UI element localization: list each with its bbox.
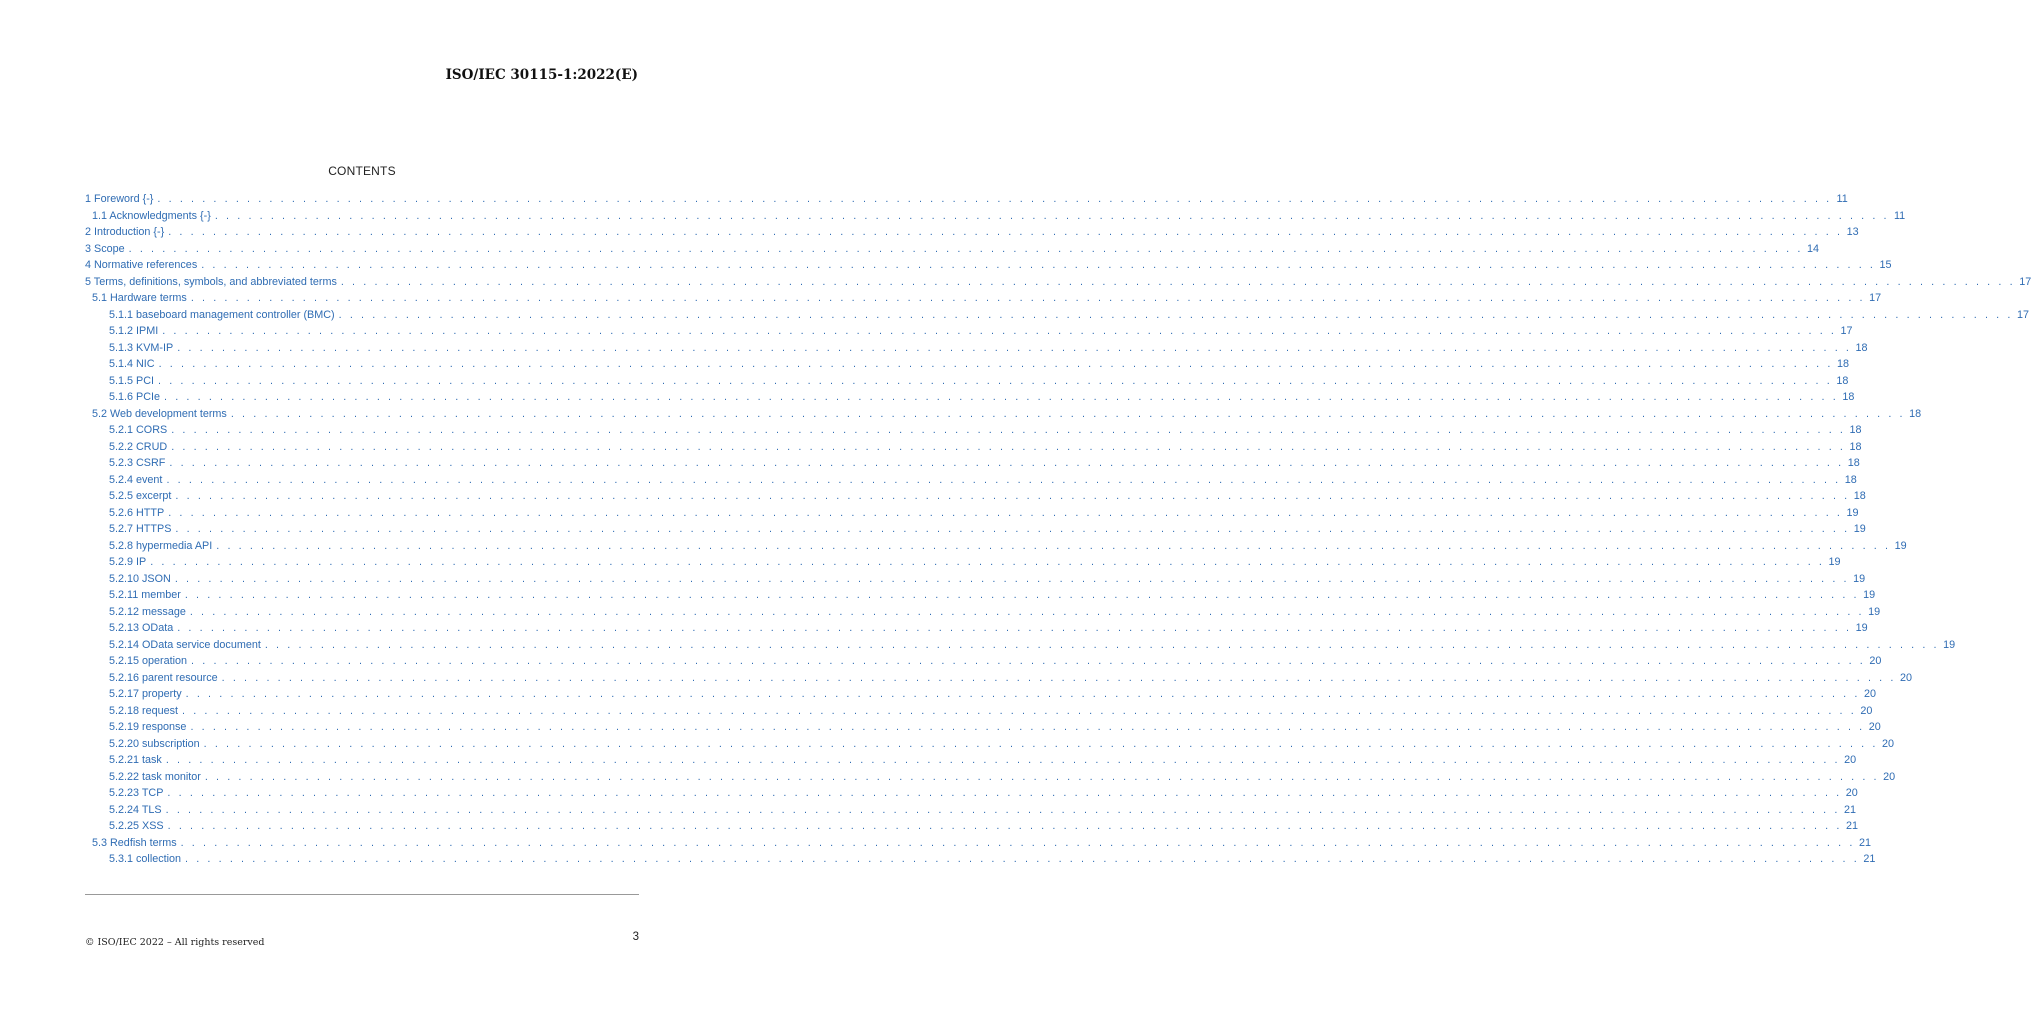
toc-entry-title: 5.2.6 HTTP bbox=[109, 506, 165, 519]
toc-entry-title: 5.2.12 message bbox=[109, 605, 186, 618]
toc-entry-title: 5.2.2 CRUD bbox=[109, 440, 168, 453]
toc-entry-page: 17 bbox=[2019, 275, 2031, 288]
toc-entry[interactable] bbox=[85, 374, 1849, 392]
toc-dot-leader: . . . . . . . . . . . . . . . . . . . . . . . . . . . . . . . . . . . . . . . . . . . . . . . . . . . . . . . . . . . . . . . . . . . . . . . . . . . . . . . . . . . . . . . . . . . . . . . . . . . . . . . . . . . . . . . . . . . . . . . . . . . . . . . . . . . . . . . . . . . . . . . . . . . . . . bbox=[174, 572, 1850, 585]
table-of-contents bbox=[85, 193, 2031, 870]
toc-entry[interactable] bbox=[85, 820, 1858, 837]
toc-entry-title: 5.2.11 member bbox=[109, 589, 181, 601]
toc-entry[interactable] bbox=[85, 803, 1856, 821]
toc-entry[interactable] bbox=[85, 440, 1862, 458]
toc-dot-leader: . . . . . . . . . . . . . . . . . . . . . . . . . . . . . . . . . . . . . . . . . . . . . . . . . . . . . . . . . . . . . . . . . . . . . . . . . . . . . . . . . . . . . . . . . . . . . . . . . . . . . . . . . . . . . . . . . . . . . . . . . . . . . . . . . . . . . . . . . . . . . . . . . . . . . . bbox=[167, 787, 1842, 799]
toc-dot-leader: . . . . . . . . . . . . . . . . . . . . . . . . . . . . . . . . . . . . . . . . . . . . . . . . . . . . . . . . . . . . . . . . . . . . . . . . . . . . . . . . . . . . . . . . . . . . . . . . . . . . . . . . . . . . . . . . . . . . . . . . . . . . . . . . . . . . . . . . . . . . . . . . . . . . . . bbox=[203, 737, 1878, 750]
toc-entry-page: 18 bbox=[1855, 341, 1868, 354]
toc-dot-leader: . . . . . . . . . . . . . . . . . . . . . . . . . . . . . . . . . . . . . . . . . . . . . . . . . . . . . . . . . . . . . . . . . . . . . . . . . . . . . . . . . . . . . . . . . . . . . . . . . . . . . . . . . . . . . . . . . . . . . . . . . . . . . . . . . . . . . . . . . . . . . . . . . . . . . . bbox=[221, 671, 1896, 684]
toc-dot-leader: . . . . . . . . . . . . . . . . . . . . . . . . . . . . . . . . . . . . . . . . . . . . . . . . . . . . . . . . . . . . . . . . . . . . . . . . . . . . . . . . . . . . . . . . . . . . . . . . . . . . . . . . . . . . . . . . . . . . . . . . . . . . . . . . . . . . . . . . . . . . . . . . . . . . . . bbox=[182, 704, 1857, 717]
toc-entry[interactable] bbox=[85, 457, 1860, 474]
toc-entry[interactable] bbox=[85, 193, 1848, 210]
toc-dot-leader: . . . . . . . . . . . . . . . . . . . . . . . . . . . . . . . . . . . . . . . . . . . . . . . . . . . . . . . . . . . . . . . . . . . . . . . . . . . . . . . . . . . . . . . . . . . . . . . . . . . . . . . . . . . . . . . . . . . . . . . . . . . . . . . . . . . . . . . . . . . . . . . . . . . . . . bbox=[185, 853, 1860, 865]
toc-dot-leader: . . . . . . . . . . . . . . . . . . . . . . . . . . . . . . . . . . . . . . . . . . . . . . . . . . . . . . . . . . . . . . . . . . . . . . . . . . . . . . . . . . . . . . . . . . . . . . . . . . . . . . . . . . . . . . . . . . . . . . . . . . . . . . . . . . . . . . . . . . . . . . . . . . . . . . bbox=[190, 292, 1866, 304]
toc-entry-title: 5.1.2 IPMI bbox=[109, 325, 159, 337]
toc-dot-leader: . . . . . . . . . . . . . . . . . . . . . . . . . . . . . . . . . . . . . . . . . . . . . . . . . . . . . . . . . . . . . . . . . . . . . . . . . . . . . . . . . . . . . . . . . . . . . . . . . . . . . . . . . . . . . . . . . . . . . . . . . . . . . . . . . . . . . . . . . . . . . . . . . . . . . . bbox=[338, 308, 2013, 321]
toc-entry-title: 5.2.9 IP bbox=[109, 556, 147, 568]
toc-dot-leader: . . . . . . . . . . . . . . . . . . . . . . . . . . . . . . . . . . . . . . . . . . . . . . . . . . . . . . . . . . . . . . . . . . . . . . . . . . . . . . . . . . . . . . . . . . . . . . . . . . . . . . . . . . . . . . . . . . . . . . . . . . . . . . . . . . . . . . . . . . . . . . . . . . . . . . bbox=[171, 424, 1846, 436]
toc-entry-page: 20 bbox=[1883, 770, 1896, 783]
copyright-notice: © ISO/IEC 2022 – All rights reserved bbox=[85, 937, 265, 948]
toc-entry[interactable] bbox=[85, 391, 1855, 408]
toc-entry-title: 5.1.4 NIC bbox=[109, 358, 155, 370]
toc-dot-leader: . . . . . . . . . . . . . . . . . . . . . . . . . . . . . . . . . . . . . . . . . . . . . . . . . . . . . . . . . . . . . . . . . . . . . . . . . . . . . . . . . . . . . . . . . . . . . . . . . . . . . . . . . . . . . . . . . . . . . . . . . . . . . . . . . . . . . . . . . . . . . . . . . . . . . . bbox=[190, 721, 1865, 733]
toc-entry-title: 5.2.13 OData bbox=[109, 622, 174, 634]
toc-entry[interactable] bbox=[85, 308, 2029, 326]
toc-entry-title: 3 Scope bbox=[85, 242, 125, 255]
toc-entry[interactable] bbox=[85, 358, 1849, 375]
toc-dot-leader: . . . . . . . . . . . . . . . . . . . . . . . . . . . . . . . . . . . . . . . . . . . . . . . . . . . . . . . . . . . . . . . . . . . . . . . . . . . . . . . . . . . . . . . . . . . . . . . . . . . . . . . . . . . . . . . . . . . . . . . . . . . . . . . . . . . . . . . . . . . . . . . . . . . . . . bbox=[216, 539, 1891, 552]
toc-dot-leader: . . . . . . . . . . . . . . . . . . . . . . . . . . . . . . . . . . . . . . . . . . . . . . . . . . . . . . . . . . . . . . . . . . . . . . . . . . . . . . . . . . . . . . . . . . . . . . . . . . . . . . . . . . . . . . . . . . . . . . . . . . . . . . . . . . . . . . . . . . . . . . . . . . . . . . bbox=[164, 391, 1839, 403]
toc-dot-leader: . . . . . . . . . . . . . . . . . . . . . . . . . . . . . . . . . . . . . . . . . . . . . . . . . . . . . . . . . . . . . . . . . . . . . . . . . . . . . . . . . . . . . . . . . . . . . . . . . . . . . . . . . . . . . . . . . . . . . . . . . . . . . . . . . . . . . . . . . . . . . . . . . . . . . . bbox=[158, 374, 1833, 387]
toc-dot-leader: . . . . . . . . . . . . . . . . . . . . . . . . . . . . . . . . . . . . . . . . . . . . . . . . . . . . . . . . . . . . . . . . . . . . . . . . . . . . . . . . . . . . . . . . . . . . . . . . . . . . . . . . . . . . . . . . . . . . . . . . . . . . . . . . . . . . . . . . . . . . . . . . . . . . . . bbox=[185, 688, 1860, 700]
toc-entry-title: 5.2.5 excerpt bbox=[109, 490, 172, 502]
toc-entry-title: 5.3.1 collection bbox=[109, 853, 182, 865]
toc-entry[interactable] bbox=[85, 605, 1881, 623]
toc-entry[interactable] bbox=[85, 325, 1853, 342]
toc-entry[interactable] bbox=[85, 424, 1862, 441]
toc-entry-title: 5.2 Web development terms bbox=[92, 407, 227, 420]
toc-entry[interactable] bbox=[85, 226, 1859, 243]
toc-entry-page: 18 bbox=[1836, 374, 1849, 387]
toc-entry-title: 5.2.7 HTTPS bbox=[109, 523, 172, 535]
toc-entry[interactable] bbox=[85, 704, 1873, 722]
toc-entry[interactable] bbox=[85, 754, 1857, 771]
toc-entry-page: 18 bbox=[1836, 358, 1849, 370]
toc-entry-page: 20 bbox=[1881, 737, 1894, 750]
toc-entry-title: 5.2.17 property bbox=[109, 688, 182, 700]
toc-entry-page: 18 bbox=[1844, 473, 1857, 486]
toc-entry[interactable] bbox=[85, 407, 1922, 425]
toc-entry-title: 5.2.19 response bbox=[109, 721, 187, 733]
toc-entry-page: 20 bbox=[1899, 671, 1912, 684]
toc-entry[interactable] bbox=[85, 572, 1866, 590]
toc-entry-title: 5.2.3 CSRF bbox=[109, 457, 166, 469]
toc-entry[interactable] bbox=[85, 341, 1868, 359]
toc-entry-title: 5.1.1 baseboard management controller (BMC) bbox=[109, 308, 335, 321]
toc-entry-title: 2 Introduction {-} bbox=[85, 226, 165, 238]
toc-entry-title: 5.2.1 CORS bbox=[109, 424, 168, 436]
toc-entry-page: 21 bbox=[1858, 836, 1871, 849]
toc-entry[interactable] bbox=[85, 622, 1868, 639]
toc-entry-page: 13 bbox=[1846, 226, 1859, 238]
toc-entry-title: 5.2.16 parent resource bbox=[109, 671, 218, 684]
toc-dot-leader: . . . . . . . . . . . . . . . . . . . . . . . . . . . . . . . . . . . . . . . . . . . . . . . . . . . . . . . . . . . . . . . . . . . . . . . . . . . . . . . . . . . . . . . . . . . . . . . . . . . . . . . . . . . . . . . . . . . . . . . . . . . . . . . . . . . . . . . . . . . . . . . . . . . . . . bbox=[191, 655, 1866, 667]
toc-dot-leader: . . . . . . . . . . . . . . . . . . . . . . . . . . . . . . . . . . . . . . . . . . . . . . . . . . . . . . . . . . . . . . . . . . . . . . . . . . . . . . . . . . . . . . . . . . . . . . . . . . . . . . . . . . . . . . . . . . . . . . . . . . . . . . . . . . . . . . . . . . . . . . . . . . . . . . bbox=[175, 523, 1850, 535]
toc-entry-page: 17 bbox=[1840, 325, 1853, 337]
toc-dot-leader: . . . . . . . . . . . . . . . . . . . . . . . . . . . . . . . . . . . . . . . . . . . . . . . . . . . . . . . . . . . . . . . . . . . . . . . . . . . . . . . . . . . . . . . . . . . . . . . . . . . . . . . . . . . . . . . . . . . . . . . . . . . . . . . . . . . . . . . . . . . . . . . . . . . . . . bbox=[165, 803, 1840, 816]
toc-entry-page: 19 bbox=[1894, 539, 1907, 552]
toc-entry-page: 14 bbox=[1806, 242, 1819, 255]
toc-entry-page: 18 bbox=[1909, 407, 1922, 420]
toc-entry-page: 18 bbox=[1847, 457, 1860, 469]
toc-entry-page: 19 bbox=[1828, 556, 1841, 568]
toc-dot-leader: . . . . . . . . . . . . . . . . . . . . . . . . . . . . . . . . . . . . . . . . . . . . . . . . . . . . . . . . . . . . . . . . . . . . . . . . . . . . . . . . . . . . . . . . . . . . . . . . . . . . . . . . . . . . . . . . . . . . . . . . . . . . . . . . . . . . . . . . . . . . . . . . . . . . . . bbox=[184, 589, 1860, 601]
toc-entry-page: 17 bbox=[2016, 308, 2029, 321]
toc-entry-title: 5.1.6 PCIe bbox=[109, 391, 161, 403]
toc-entry-title: 1 Foreword {-} bbox=[85, 193, 154, 205]
toc-entry[interactable] bbox=[85, 259, 1892, 276]
toc-dot-leader: . . . . . . . . . . . . . . . . . . . . . . . . . . . . . . . . . . . . . . . . . . . . . . . . . . . . . . . . . . . . . . . . . . . . . . . . . . . . . . . . . . . . . . . . . . . . . . . . . . . . . . . . . . . . . . . . . . . . . . . . . . . . . . . . . . . . . . . . . . . . . . . . . . . . . . bbox=[150, 556, 1825, 568]
toc-entry-title: 5 Terms, definitions, symbols, and abbreviated terms bbox=[85, 275, 337, 288]
toc-entry-page: 20 bbox=[1868, 721, 1881, 733]
toc-entry-page: 21 bbox=[1845, 820, 1858, 832]
toc-entry-title: 5.1.3 KVM-IP bbox=[109, 341, 174, 354]
toc-entry[interactable] bbox=[85, 275, 2031, 293]
toc-entry[interactable] bbox=[85, 292, 1882, 309]
toc-dot-leader: . . . . . . . . . . . . . . . . . . . . . . . . . . . . . . . . . . . . . . . . . . . . . . . . . . . . . . . . . . . . . . . . . . . . . . . . . . . . . . . . . . . . . . . . . . . . . . . . . . . . . . . . . . . . . . . . . . . . . . . . . . . . . . . . . . . . . . . . . . . . . . . . . . . . . . bbox=[168, 506, 1843, 519]
toc-entry[interactable] bbox=[85, 737, 1894, 755]
toc-entry-title: 5.2.18 request bbox=[109, 704, 179, 717]
toc-dot-leader: . . . . . . . . . . . . . . . . . . . . . . . . . . . . . . . . . . . . . . . . . . . . . . . . . . . . . . . . . . . . . . . . . . . . . . . . . . . . . . . . . . . . . . . . . . . . . . . . . . . . . . . . . . . . . . . . . . . . . . . . . . . . . . . . . . . . . . . . . . . . . . . . . . . . . . bbox=[128, 242, 1803, 255]
toc-dot-leader: . . . . . . . . . . . . . . . . . . . . . . . . . . . . . . . . . . . . . . . . . . . . . . . . . . . . . . . . . . . . . . . . . . . . . . . . . . . . . . . . . . . . . . . . . . . . . . . . . . . . . . . . . . . . . . . . . . . . . . . . . . . . . . . . . . . . . . . . . . . . . . . . . . . . . . bbox=[166, 473, 1841, 486]
toc-dot-leader: . . . . . . . . . . . . . . . . . . . . . . . . . . . . . . . . . . . . . . . . . . . . . . . . . . . . . . . . . . . . . . . . . . . . . . . . . . . . . . . . . . . . . . . . . . . . . . . . . . . . . . . . . . . . . . . . . . . . . . . . . . . . . . . . . . . . . . . . . . . . . . . . . . . . . . bbox=[264, 638, 1940, 651]
toc-entry-page: 19 bbox=[1846, 506, 1859, 519]
toc-entry-title: 5.2.4 event bbox=[109, 473, 163, 486]
toc-entry[interactable] bbox=[85, 671, 1912, 689]
toc-entry-page: 15 bbox=[1879, 259, 1892, 271]
toc-dot-leader: . . . . . . . . . . . . . . . . . . . . . . . . . . . . . . . . . . . . . . . . . . . . . . . . . . . . . . . . . . . . . . . . . . . . . . . . . . . . . . . . . . . . . . . . . . . . . . . . . . . . . . . . . . . . . . . . . . . . . . . . . . . . . . . . . . . . . . . . . . . . . . . . . . . . . . bbox=[169, 457, 1844, 469]
toc-entry-page: 20 bbox=[1845, 787, 1858, 799]
toc-dot-leader: . . . . . . . . . . . . . . . . . . . . . . . . . . . . . . . . . . . . . . . . . . . . . . . . . . . . . . . . . . . . . . . . . . . . . . . . . . . . . . . . . . . . . . . . . . . . . . . . . . . . . . . . . . . . . . . . . . . . . . . . . . . . . . . . . . . . . . . . . . . . . . . . . . . . . . bbox=[162, 325, 1837, 337]
toc-dot-leader: . . . . . . . . . . . . . . . . . . . . . . . . . . . . . . . . . . . . . . . . . . . . . . . . . . . . . . . . . . . . . . . . . . . . . . . . . . . . . . . . . . . . . . . . . . . . . . . . . . . . . . . . . . . . . . . . . . . . . . . . . . . . . . . . . . . . . . . . . . . . . . . . . . . . . . bbox=[189, 605, 1865, 618]
toc-entry[interactable] bbox=[85, 506, 1859, 524]
toc-entry-page: 19 bbox=[1855, 622, 1868, 634]
toc-entry[interactable] bbox=[85, 836, 1871, 854]
toc-entry-page: 18 bbox=[1849, 440, 1862, 453]
toc-entry-page: 20 bbox=[1863, 688, 1876, 700]
toc-entry[interactable] bbox=[85, 473, 1857, 491]
toc-dot-leader: . . . . . . . . . . . . . . . . . . . . . . . . . . . . . . . . . . . . . . . . . . . . . . . . . . . . . . . . . . . . . . . . . . . . . . . . . . . . . . . . . . . . . . . . . . . . . . . . . . . . . . . . . . . . . . . . . . . . . . . . . . . . . . . . . . . . . . . . . . . . . . . . . . . . . . bbox=[165, 754, 1841, 766]
toc-entry[interactable] bbox=[85, 655, 1882, 672]
toc-entry-page: 20 bbox=[1869, 655, 1882, 667]
toc-entry[interactable] bbox=[85, 770, 1896, 788]
toc-entry-title: 5.2.23 TCP bbox=[109, 787, 164, 799]
toc-entry-page: 11 bbox=[1836, 193, 1848, 205]
toc-entry-title: 5.2.21 task bbox=[109, 754, 162, 766]
toc-entry-page: 20 bbox=[1844, 754, 1857, 766]
toc-entry-page: 11 bbox=[1893, 209, 1906, 222]
footer-rule bbox=[85, 894, 639, 895]
toc-dot-leader: . . . . . . . . . . . . . . . . . . . . . . . . . . . . . . . . . . . . . . . . . . . . . . . . . . . . . . . . . . . . . . . . . . . . . . . . . . . . . . . . . . . . . . . . . . . . . . . . . . . . . . . . . . . . . . . . . . . . . . . . . . . . . . . . . . . . . . . . . . . . . . . . . . . . . . bbox=[167, 820, 1842, 832]
toc-entry[interactable] bbox=[85, 209, 1906, 227]
toc-entry-page: 19 bbox=[1853, 523, 1866, 535]
toc-entry-title: 5.1 Hardware terms bbox=[92, 292, 187, 304]
toc-entry-page: 21 bbox=[1863, 853, 1876, 865]
toc-entry-page: 18 bbox=[1849, 424, 1862, 436]
toc-entry-title: 5.2.20 subscription bbox=[109, 737, 200, 750]
toc-entry[interactable] bbox=[85, 523, 1866, 540]
toc-entry-title: 5.2.15 operation bbox=[109, 655, 188, 667]
toc-entry-title: 5.3 Redfish terms bbox=[92, 836, 177, 849]
toc-dot-leader: . . . . . . . . . . . . . . . . . . . . . . . . . . . . . . . . . . . . . . . . . . . . . . . . . . . . . . . . . . . . . . . . . . . . . . . . . . . . . . . . . . . . . . . . . . . . . . . . . . . . . . . . . . . . . . . . . . . . . . . . . . . . . . . . . . . . . . . . . . . . . . . . . . . . . . bbox=[180, 836, 1855, 849]
toc-dot-leader: . . . . . . . . . . . . . . . . . . . . . . . . . . . . . . . . . . . . . . . . . . . . . . . . . . . . . . . . . . . . . . . . . . . . . . . . . . . . . . . . . . . . . . . . . . . . . . . . . . . . . . . . . . . . . . . . . . . . . . . . . . . . . . . . . . . . . . . . . . . . . . . . . . . . . . bbox=[177, 341, 1852, 354]
toc-dot-leader: . . . . . . . . . . . . . . . . . . . . . . . . . . . . . . . . . . . . . . . . . . . . . . . . . . . . . . . . . . . . . . . . . . . . . . . . . . . . . . . . . . . . . . . . . . . . . . . . . . . . . . . . . . . . . . . . . . . . . . . . . . . . . . . . . . . . . . . . . . . . . . . . . . . . . . bbox=[157, 193, 1832, 205]
toc-dot-leader: . . . . . . . . . . . . . . . . . . . . . . . . . . . . . . . . . . . . . . . . . . . . . . . . . . . . . . . . . . . . . . . . . . . . . . . . . . . . . . . . . . . . . . . . . . . . . . . . . . . . . . . . . . . . . . . . . . . . . . . . . . . . . . . . . . . . . . . . . . . . . . . . . . . . . . bbox=[168, 226, 1843, 238]
toc-entry-page: 19 bbox=[1853, 572, 1866, 585]
toc-entry[interactable] bbox=[85, 853, 1876, 870]
toc-entry-page: 19 bbox=[1943, 638, 1956, 651]
toc-entry[interactable] bbox=[85, 242, 1819, 260]
toc-entry[interactable] bbox=[85, 688, 1876, 705]
toc-dot-leader: . . . . . . . . . . . . . . . . . . . . . . . . . . . . . . . . . . . . . . . . . . . . . . . . . . . . . . . . . . . . . . . . . . . . . . . . . . . . . . . . . . . . . . . . . . . . . . . . . . . . . . . . . . . . . . . . . . . . . . . . . . . . . . . . . . . . . . . . . . . . . . . . . . . . . . bbox=[204, 770, 1880, 783]
toc-entry-page: 17 bbox=[1869, 292, 1882, 304]
toc-entry-page: 19 bbox=[1868, 605, 1881, 618]
toc-entry-title: 5.2.8 hypermedia API bbox=[109, 539, 213, 552]
toc-entry[interactable] bbox=[85, 556, 1841, 573]
toc-entry[interactable] bbox=[85, 787, 1858, 804]
toc-dot-leader: . . . . . . . . . . . . . . . . . . . . . . . . . . . . . . . . . . . . . . . . . . . . . . . . . . . . . . . . . . . . . . . . . . . . . . . . . . . . . . . . . . . . . . . . . . . . . . . . . . . . . . . . . . . . . . . . . . . . . . . . . . . . . . . . . . . . . . . . . . . . . . . . . . . . . . bbox=[175, 490, 1850, 502]
toc-dot-leader: . . . . . . . . . . . . . . . . . . . . . . . . . . . . . . . . . . . . . . . . . . . . . . . . . . . . . . . . . . . . . . . . . . . . . . . . . . . . . . . . . . . . . . . . . . . . . . . . . . . . . . . . . . . . . . . . . . . . . . . . . . . . . . . . . . . . . . . . . . . . . . . . . . . . . . bbox=[177, 622, 1852, 634]
toc-entry-title: 5.2.22 task monitor bbox=[109, 770, 201, 783]
toc-entry-title: 5.2.10 JSON bbox=[109, 572, 171, 585]
toc-dot-leader: . . . . . . . . . . . . . . . . . . . . . . . . . . . . . . . . . . . . . . . . . . . . . . . . . . . . . . . . . . . . . . . . . . . . . . . . . . . . . . . . . . . . . . . . . . . . . . . . . . . . . . . . . . . . . . . . . . . . . . . . . . . . . . . . . . . . . . . . . . . . . . . . . . . . . . bbox=[214, 209, 1890, 222]
toc-entry-page: 20 bbox=[1860, 704, 1873, 717]
toc-dot-leader: . . . . . . . . . . . . . . . . . . . . . . . . . . . . . . . . . . . . . . . . . . . . . . . . . . . . . . . . . . . . . . . . . . . . . . . . . . . . . . . . . . . . . . . . . . . . . . . . . . . . . . . . . . . . . . . . . . . . . . . . . . . . . . . . . . . . . . . . . . . . . . . . . . . . . . bbox=[201, 259, 1876, 271]
toc-entry[interactable] bbox=[85, 721, 1881, 738]
toc-dot-leader: . . . . . . . . . . . . . . . . . . . . . . . . . . . . . . . . . . . . . . . . . . . . . . . . . . . . . . . . . . . . . . . . . . . . . . . . . . . . . . . . . . . . . . . . . . . . . . . . . . . . . . . . . . . . . . . . . . . . . . . . . . . . . . . . . . . . . . . . . . . . . . . . . . . . . . bbox=[171, 440, 1846, 453]
toc-entry-page: 18 bbox=[1853, 490, 1866, 502]
toc-entry[interactable] bbox=[85, 490, 1866, 507]
toc-entry-title: 1.1 Acknowledgments {-} bbox=[92, 209, 211, 222]
document-id-header: ISO/IEC 30115-1:2022(E) bbox=[445, 67, 638, 83]
toc-entry-title: 5.1.5 PCI bbox=[109, 374, 155, 387]
toc-dot-leader: . . . . . . . . . . . . . . . . . . . . . . . . . . . . . . . . . . . . . . . . . . . . . . . . . . . . . . . . . . . . . . . . . . . . . . . . . . . . . . . . . . . . . . . . . . . . . . . . . . . . . . . . . . . . . . . . . . . . . . . . . . . . . . . . . . . . . . . . . . . . . . . . . . . . . . bbox=[340, 275, 2016, 288]
toc-entry[interactable] bbox=[85, 589, 1876, 606]
contents-title: CONTENTS bbox=[328, 164, 396, 178]
toc-entry-title: 5.2.24 TLS bbox=[109, 803, 162, 816]
toc-entry-title: 4 Normative references bbox=[85, 259, 198, 271]
toc-entry-page: 18 bbox=[1842, 391, 1855, 403]
toc-entry[interactable] bbox=[85, 539, 1907, 557]
toc-entry[interactable] bbox=[85, 638, 1956, 656]
toc-entry-page: 21 bbox=[1843, 803, 1856, 816]
toc-entry-title: 5.2.25 XSS bbox=[109, 820, 164, 832]
toc-dot-leader: . . . . . . . . . . . . . . . . . . . . . . . . . . . . . . . . . . . . . . . . . . . . . . . . . . . . . . . . . . . . . . . . . . . . . . . . . . . . . . . . . . . . . . . . . . . . . . . . . . . . . . . . . . . . . . . . . . . . . . . . . . . . . . . . . . . . . . . . . . . . . . . . . . . . . . bbox=[230, 407, 1906, 420]
toc-entry-page: 19 bbox=[1863, 589, 1876, 601]
toc-entry-title: 5.2.14 OData service document bbox=[109, 638, 261, 651]
page-number: 3 bbox=[632, 931, 639, 943]
toc-dot-leader: . . . . . . . . . . . . . . . . . . . . . . . . . . . . . . . . . . . . . . . . . . . . . . . . . . . . . . . . . . . . . . . . . . . . . . . . . . . . . . . . . . . . . . . . . . . . . . . . . . . . . . . . . . . . . . . . . . . . . . . . . . . . . . . . . . . . . . . . . . . . . . . . . . . . . . bbox=[158, 358, 1833, 370]
